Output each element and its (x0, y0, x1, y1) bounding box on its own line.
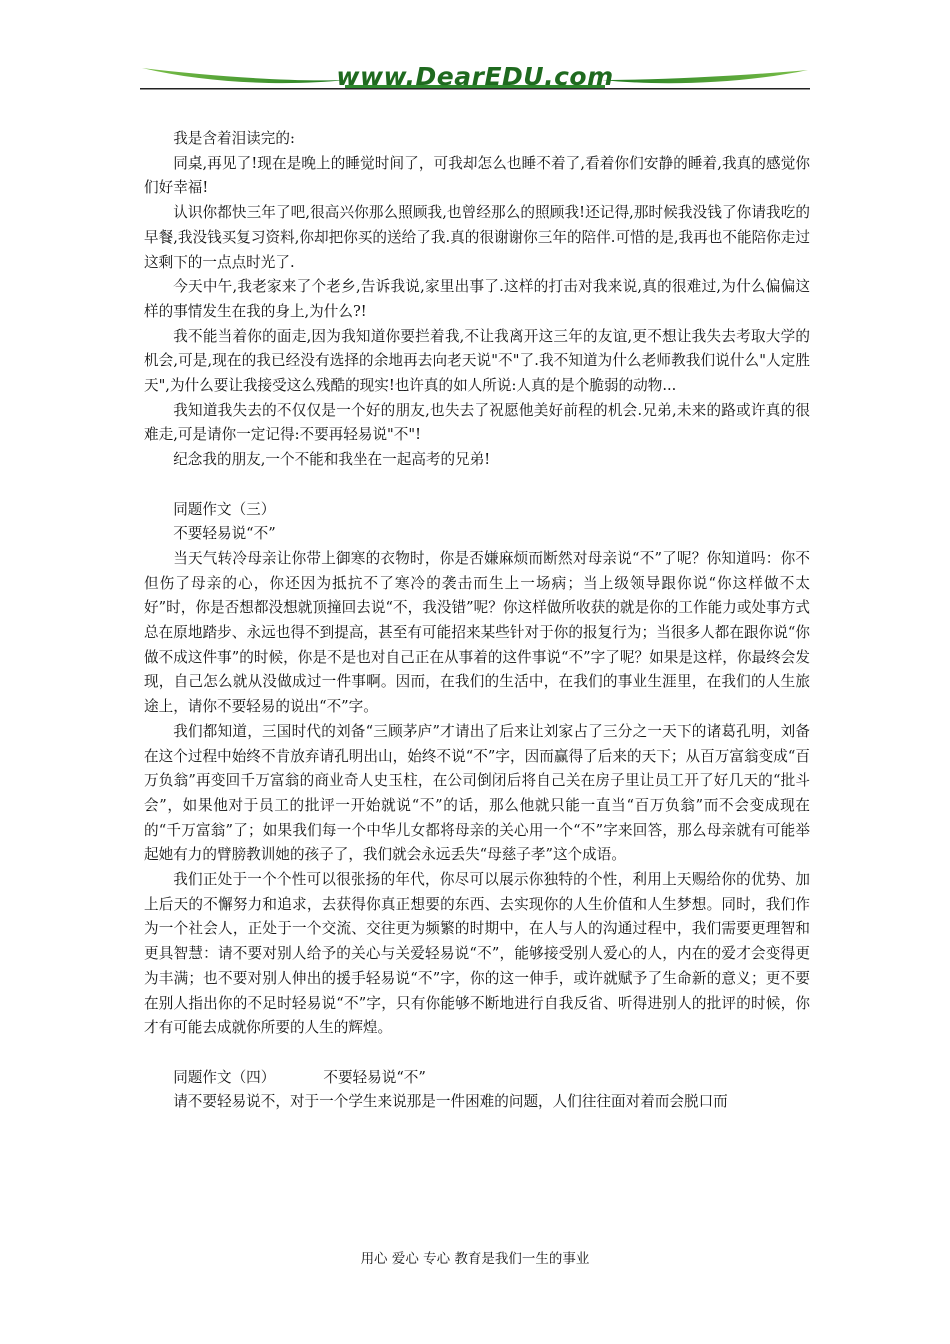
paragraph: 纪念我的朋友,一个不能和我坐在一起高考的兄弟! (173, 451, 491, 469)
paragraph: 认识你都快三年了吧,很高兴你那么照顾我,也曾经那么的照顾我!还记得,那时候我没钱了你请我吃的早餐,我没钱买复习资料,你却把你买的送给了我.真的很谢谢你三年的陪伴.可惜的是,我再也不能陪你走过这剩下的一点点时光了. (144, 204, 810, 271)
paragraph: 我是含着泪读完的: (173, 130, 295, 147)
site-url[interactable]: www.DearEDU.com (336, 62, 614, 91)
essay-title: 不要轻易说“不” (323, 1068, 426, 1086)
paragraph: 我们都知道，三国时代的刘备“三顾茅庐”才请出了后来让刘家占了三分之一天下的诸葛孔明，刘备在这个过程中始终不肯放弃请孔明出山，始终不说“不”字，因而赢得了后来的天下；从百万富翁变成“百万负翁”再变回千万富翁的商业奇人史玉柱，在公司倒闭后将自己关在房子里让员工开了好几天的“批斗会”，如果他对于员工的批评一开始就说“不”的话，那么他就只能一直当“百万负翁”而不会变成现在的“千万富翁”了；如果我们每一个中华儿女都将母亲的关心用一个“不”字来回答，那么母亲就有可能举起她有力的臂膀教训她的孩子了，我们就会永远丢失“母慈子孝”这个成语。 (144, 722, 810, 864)
paragraph: 我不能当着你的面走,因为我知道你要拦着我,不让我离开这三年的友谊,更不想让我失去考取大学的机会,可是,现在的我已经没有选择的余地再去向老天说"不"了.我不知道为什么老师教我们说什么"人定胜天",为什么要让我接受这么残酷的现实!也许真的如人所说:人真的是个脆弱的动物... (144, 327, 810, 395)
paragraph: 同桌,再见了!现在是晚上的睡觉时间了，可我却怎么也睡不着了,看着你们安静的睡着,我真的感觉你们好幸福! (144, 154, 810, 197)
site-header-banner (140, 58, 810, 98)
footer-motto: 用心 爱心 专心 教育是我们一生的事业 (360, 1251, 590, 1267)
section-heading: 同题作文（四） (173, 1068, 276, 1086)
paragraph: 请不要轻易说不，对于一个学生来说那是一件困难的问题，人们往往面对着而会脱口而 (173, 1093, 728, 1111)
section-spacer (144, 473, 810, 498)
section-spacer (144, 1041, 810, 1066)
paragraph: 我们正处于一个个性可以很张扬的年代，你尽可以展示你独特的个性，利用上天赐给你的优势、加上后天的不懈努力和追求，去获得你真正想要的东西、去实现你的人生价值和人生梦想。同时，我们作为一个社会人，正处于一个交流、交往更为频繁的时期中，在人与人的沟通过程中，我们需要更理智和更具智慧：请不要对别人给予的关心与关爱轻易说“不”，能够接受别人爱心的人，内在的爱才会变得更为丰满；也不要对别人伸出的援手轻易说“不”字，你的这一伸手，或许就赋予了生命新的意义；更不要在别人指出你的不足时轻易说“不”字，只有你能够不断地进行自我反省、听得进别人的批评的时候，你才有可能去成就你所要的人生的辉煌。 (144, 871, 810, 1037)
paragraph: 我知道我失去的不仅仅是一个好的朋友,也失去了祝愿他美好前程的机会.兄弟,未来的路或许真的很难走,可是请你一定记得:不要再轻易说"不"! (144, 401, 810, 444)
document-body (144, 127, 810, 1115)
paragraph: 今天中午,我老家来了个老乡,告诉我说,家里出事了.这样的打击对我来说,真的很难过,为什么偏偏这样的事情发生在我的身上,为什么?! (144, 278, 810, 320)
paragraph: 当天气转冷母亲让你带上御寒的衣物时，你是否嫌麻烦而断然对母亲说“不”了呢？你知道吗：你不但伤了母亲的心，你还因为抵抗不了寒冷的袭击而生上一场病；当上级领导跟你说“你这样做不太好”时，你是否想都没想就顶撞回去说“不，我没错”呢？你这样做所收获的就是你的工作能力或处事方式总在原地踏步、永远也得不到提高，甚至有可能招来某些针对于你的报复行为；当很多人都在跟你说“你做不成这件事”的时候，你是不是也对自己正在从事着的这件事说“不”字了呢？如果是这样，你最终会发现，自己怎么就从没做成过一件事啊。因而，在我们的生活中，在我们的事业生涯里，在我们的人生旅途上，请你不要轻易的说出“不”字。 (144, 549, 810, 716)
section-heading-line (144, 1066, 810, 1091)
section-heading: 同题作文（三） (173, 500, 276, 518)
essay-title: 不要轻易说“不” (173, 525, 276, 543)
